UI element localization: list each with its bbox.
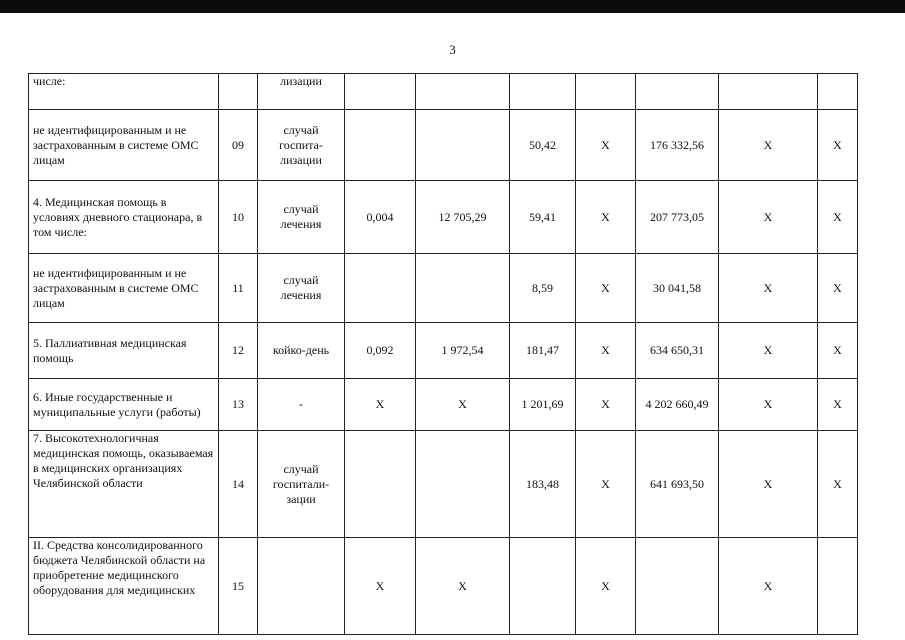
table-row [29, 379, 858, 431]
row-volume-cell [345, 74, 416, 110]
row-unit-cell: койко-день [258, 323, 345, 379]
row-sum-cell [636, 538, 719, 635]
row-value-x-cell: X [576, 431, 636, 538]
row-cost-cell: X [416, 379, 510, 431]
table-row [29, 323, 858, 379]
row-unit-cell [258, 538, 345, 635]
row-cost-cell [416, 110, 510, 181]
row-value-x3-cell [818, 538, 858, 635]
row-unit-cell: - [258, 379, 345, 431]
row-name-cell: не идентифицированным и не застрахованным в системе ОМС лицам [29, 254, 219, 323]
row-value-x3-cell: X [818, 181, 858, 254]
row-value-x2-cell: X [719, 323, 818, 379]
row-name-cell: не идентифицированным и не застрахованным в системе ОМС лицам [29, 110, 219, 181]
row-value-x3-cell: X [818, 379, 858, 431]
row-per-capita-cell: 59,41 [510, 181, 576, 254]
row-volume-cell: X [345, 379, 416, 431]
row-number-cell: 11 [219, 254, 258, 323]
row-unit-cell: случай госпита-лизации [258, 110, 345, 181]
row-cost-cell: 1 972,54 [416, 323, 510, 379]
table-row [29, 110, 858, 181]
row-value-x-cell: X [576, 254, 636, 323]
row-per-capita-cell: 1 201,69 [510, 379, 576, 431]
row-per-capita-cell: 183,48 [510, 431, 576, 538]
row-cost-cell [416, 74, 510, 110]
table-row [29, 431, 858, 538]
row-number-cell: 10 [219, 181, 258, 254]
row-value-x-cell: X [576, 110, 636, 181]
row-sum-cell: 4 202 660,49 [636, 379, 719, 431]
row-value-x-cell: X [576, 538, 636, 635]
table-row [29, 74, 858, 110]
row-sum-cell: 30 041,58 [636, 254, 719, 323]
table-row [29, 181, 858, 254]
row-value-x-cell: X [576, 181, 636, 254]
row-number-cell: 14 [219, 431, 258, 538]
row-sum-cell [636, 74, 719, 110]
row-value-x2-cell: X [719, 254, 818, 323]
row-value-x2-cell: X [719, 538, 818, 635]
row-value-x3-cell: X [818, 110, 858, 181]
row-number-cell: 13 [219, 379, 258, 431]
row-number-cell: 15 [219, 538, 258, 635]
row-name-cell: 4. Медицинская помощь в условиях дневного стационара, в том числе: [29, 181, 219, 254]
row-name-cell: числе: [29, 74, 219, 110]
row-value-x3-cell: X [818, 323, 858, 379]
row-value-x2-cell: X [719, 181, 818, 254]
row-unit-cell: случай лечения [258, 254, 345, 323]
row-value-x-cell: X [576, 323, 636, 379]
row-name-cell: 6. Иные государственные и муниципальные услуги (работы) [29, 379, 219, 431]
row-cost-cell: X [416, 538, 510, 635]
row-number-cell: 09 [219, 110, 258, 181]
row-sum-cell: 634 650,31 [636, 323, 719, 379]
row-per-capita-cell [510, 538, 576, 635]
row-volume-cell: 0,092 [345, 323, 416, 379]
row-number-cell: 12 [219, 323, 258, 379]
row-value-x2-cell [719, 74, 818, 110]
row-cost-cell: 12 705,29 [416, 181, 510, 254]
row-unit-cell: лизации [258, 74, 345, 110]
row-cost-cell [416, 254, 510, 323]
row-number-cell [219, 74, 258, 110]
table-row [29, 254, 858, 323]
row-cost-cell [416, 431, 510, 538]
row-name-cell: 5. Паллиативная медицинская помощь [29, 323, 219, 379]
row-volume-cell: X [345, 538, 416, 635]
table-row [29, 538, 858, 635]
row-sum-cell: 176 332,56 [636, 110, 719, 181]
row-name-cell: 7. Высокотехнологичная медицинская помощь, оказываемая в медицинских организациях Челябинской области [29, 431, 219, 538]
row-value-x2-cell: X [719, 431, 818, 538]
row-volume-cell: 0,004 [345, 181, 416, 254]
row-value-x-cell: X [576, 379, 636, 431]
row-unit-cell: случай лечения [258, 181, 345, 254]
row-value-x2-cell: X [719, 110, 818, 181]
top-border-bar [0, 0, 905, 13]
row-sum-cell: 207 773,05 [636, 181, 719, 254]
row-name-cell: II. Средства консолидированного бюджета Челябинской области на приобретение медицинского оборудования для медицинских [29, 538, 219, 635]
row-per-capita-cell: 181,47 [510, 323, 576, 379]
page-number: 3 [449, 42, 456, 57]
table-body [29, 74, 858, 635]
row-sum-cell: 641 693,50 [636, 431, 719, 538]
row-volume-cell [345, 110, 416, 181]
row-value-x3-cell [818, 74, 858, 110]
row-value-x-cell [576, 74, 636, 110]
row-volume-cell [345, 254, 416, 323]
row-volume-cell [345, 431, 416, 538]
row-unit-cell: случай госпитали-зации [258, 431, 345, 538]
row-per-capita-cell: 8,59 [510, 254, 576, 323]
row-value-x3-cell: X [818, 254, 858, 323]
row-per-capita-cell: 50,42 [510, 110, 576, 181]
row-value-x2-cell: X [719, 379, 818, 431]
row-per-capita-cell [510, 74, 576, 110]
financing-table [28, 73, 858, 635]
row-value-x3-cell: X [818, 431, 858, 538]
